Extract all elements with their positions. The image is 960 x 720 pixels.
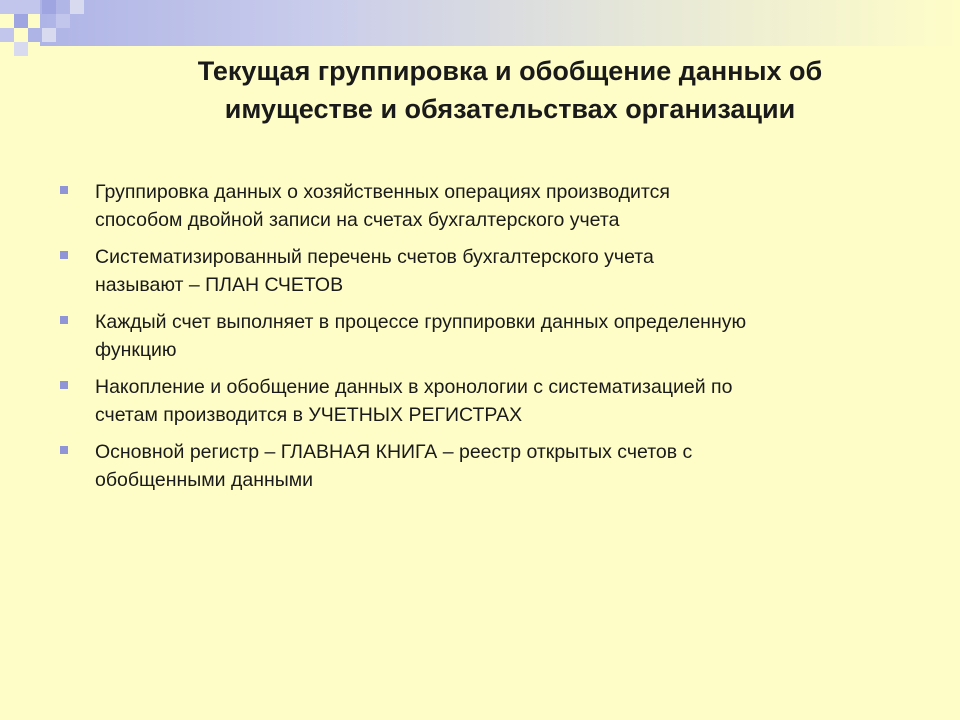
bullet-line-2: способом двойной записи на счетах бухгалтерского учета: [95, 209, 620, 231]
decor-square: [14, 14, 28, 28]
bullet-line-2: счетам производится в УЧЕТНЫХ РЕГИСТРАХ: [95, 404, 523, 426]
bullet-item: [58, 178, 918, 234]
header-band: [40, 0, 960, 46]
square-bullet-icon: [60, 251, 68, 259]
bullet-line-1: Группировка данных о хозяйственных операциях производится: [95, 181, 670, 203]
bullet-list: [58, 178, 918, 503]
decor-square: [28, 28, 42, 42]
decor-square: [0, 28, 14, 42]
bullet-line-2: обобщенными данными: [95, 469, 314, 491]
bullet-item: [58, 308, 918, 364]
square-bullet-icon: [60, 316, 68, 324]
decor-square: [70, 0, 84, 14]
decor-square: [56, 14, 70, 28]
bullet-item: [58, 243, 918, 299]
square-bullet-icon: [60, 186, 68, 194]
decor-square: [0, 0, 40, 14]
square-bullet-icon: [60, 381, 68, 389]
bullet-line-1: Накопление и обобщение данных в хронологии с систематизацией по: [95, 376, 733, 398]
bullet-line-2: функцию: [95, 339, 177, 361]
decor-square: [42, 28, 56, 42]
bullet-line-1: Систематизированный перечень счетов бухгалтерского учета: [95, 246, 654, 268]
decor-square: [14, 42, 28, 56]
bullet-line-1: Каждый счет выполняет в процессе группировки данных определенную: [95, 311, 747, 333]
decor-square: [42, 0, 56, 14]
square-bullet-icon: [60, 446, 68, 454]
slide-title: [120, 52, 900, 128]
title-line-2: имуществе и обязательствах организации: [224, 94, 796, 124]
bullet-item: [58, 438, 918, 494]
title-line-1: Текущая группировка и обобщение данных об: [197, 56, 823, 86]
bullet-line-2: называют – ПЛАН СЧЕТОВ: [95, 274, 344, 296]
bullet-item: [58, 373, 918, 429]
bullet-line-1: Основной регистр – ГЛАВНАЯ КНИГА – реестр открытых счетов с: [95, 441, 693, 463]
